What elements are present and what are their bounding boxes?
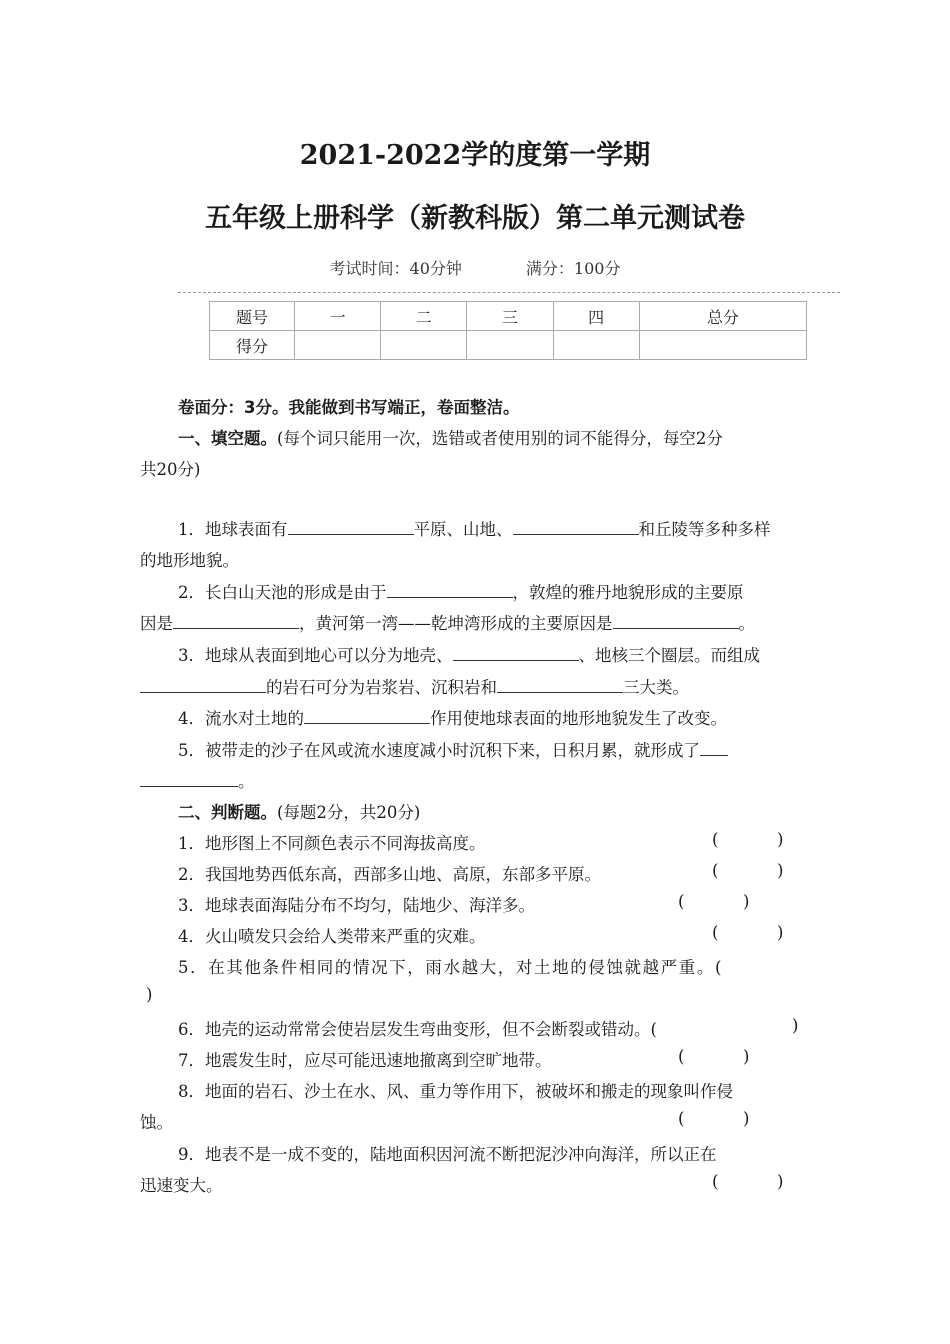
score-input-cell[interactable] [467,331,553,360]
q-text: 3．地球从表面到地心可以分为地壳、 [178,646,453,665]
fill-q2 [178,579,744,603]
section2-note: (每题2分，共20分) [277,803,421,822]
q-text: 的岩石可分为岩浆岩、沉积岩和 [266,678,497,697]
answer-blank[interactable] [140,676,266,693]
score-table-cell: 三 [467,302,553,331]
q-text: ，黄河第一湾——乾坤湾形成的主要原因是 [299,614,613,633]
q-text: 5．被带走的沙子在风或流水速度减小时沉积下来，日积月累，就形成了 [178,741,700,760]
q-text: 4．流水对土地的 [178,709,304,728]
answer-blank[interactable] [288,518,414,535]
answer-blank[interactable] [497,676,623,693]
score-table-header-row [210,302,807,331]
close-paren: ) [777,1172,784,1191]
judge-q7: 7．地震发生时，应尽可能迅速地撤离到空旷地带。 [178,1051,552,1070]
section2-heading [178,799,420,823]
q-text: 和丘陵等多种多样 [638,520,771,539]
judge-q6: 6．地壳的运动常常会使岩层发生弯曲变形，但不会断裂或错动。( [178,1020,657,1039]
full-score: 满分：100分 [525,259,621,278]
section1-heading [178,425,723,449]
score-table-cell: 二 [381,302,467,331]
q-text: 、地核三个圈层。而组成 [578,646,760,665]
q-text: 。 [738,614,755,633]
open-paren: ( [712,861,719,880]
score-table-cell: 题号 [210,302,295,331]
score-input-cell[interactable] [639,331,806,360]
title-exam: 五年级上册科学（新教科版）第二单元测试卷 [205,203,745,234]
score-table-cell: 一 [295,302,381,331]
score-table-cell: 总分 [639,302,806,331]
open-paren: ( [712,1172,719,1191]
judge-q2: 2．我国地势西低东高，西部多山地、高原，东部多平原。 [178,865,601,884]
open-paren: ( [712,923,719,942]
judge-q1: 1．地形图上不同颜色表示不同海拔高度。 [178,834,486,853]
judge-q9: 9．地表不是一成不变的，陆地面积因河流不断把泥沙冲向海洋，所以正在 [178,1145,717,1164]
section1-note: (每个词只能用一次，选错或者使用别的词不能得分，每空2分 [277,429,723,448]
fill-q3 [178,642,760,666]
judge-q8-cont: 蚀。 [140,1113,173,1132]
answer-blank[interactable] [387,581,513,598]
answer-blank[interactable] [613,612,739,629]
fill-q5 [178,737,728,761]
close-paren: ) [777,923,784,942]
q-text: 。 [238,772,255,791]
q-text: 因是 [140,614,173,633]
score-input-cell[interactable] [553,331,639,360]
close-paren: ) [743,1109,750,1128]
judge-q8: 8．地面的岩石、沙土在水、风、重力等作用下，被破坏和搬走的现象叫作侵 [178,1082,733,1101]
fill-q1 [178,516,771,540]
fill-q5-cont [140,768,255,792]
score-table [209,301,807,360]
fill-q3-cont [140,674,689,698]
q-text: 作用使地球表面的地形地貌发生了改变。 [430,709,727,728]
neatness-note: 卷面分：3分。我能做到书写端正，卷面整洁。 [178,398,520,417]
answer-blank[interactable] [173,612,299,629]
answer-blank[interactable] [513,518,639,535]
open-paren: ( [678,1047,685,1066]
score-input-cell[interactable] [295,331,381,360]
q-text: ，敦煌的雅丹地貌形成的主要原 [512,583,744,602]
judge-q5-cont: ) [146,985,153,1004]
title-year: 2021-2022学的度第一学期 [299,140,651,171]
close-paren: ) [743,892,750,911]
fill-q4 [178,705,727,729]
exam-time: 考试时间：40分钟 [329,259,462,278]
close-paren: ) [792,1016,799,1035]
open-paren: ( [712,830,719,849]
section2-title: 二、判断题。 [178,803,277,822]
exam-meta [0,256,950,279]
close-paren: ) [777,861,784,880]
section1-note-cont: 共20分) [140,460,201,479]
answer-blank[interactable] [304,707,430,724]
q-text: 1．地球表面有 [178,520,288,539]
fill-q1-cont: 的地形地貌。 [140,551,239,570]
dotted-divider [178,292,840,293]
open-paren: ( [678,1109,685,1128]
open-paren: ( [678,892,685,911]
answer-blank[interactable] [140,770,238,787]
answer-blank[interactable] [453,644,579,661]
close-paren: ) [777,830,784,849]
q-text: 平原、山地、 [413,520,513,539]
score-row-label: 得分 [210,331,295,360]
judge-q9-cont: 迅速变大。 [140,1176,223,1195]
q-text: 2．长白山天池的形成是由于 [178,583,387,602]
answer-blank[interactable] [700,739,728,756]
score-input-cell[interactable] [381,331,467,360]
fill-q2-cont [140,610,755,634]
judge-q5: 5．在其他条件相同的情况下，雨水越大，对土地的侵蚀就越严重。( [178,958,724,977]
score-table-cell: 四 [553,302,639,331]
section1-title: 一、填空题。 [178,429,277,448]
score-table-score-row [210,331,807,360]
q-text: 三大类。 [623,678,689,697]
close-paren: ) [743,1047,750,1066]
judge-q3: 3．地球表面海陆分布不均匀，陆地少、海洋多。 [178,896,535,915]
judge-q4: 4．火山喷发只会给人类带来严重的灾难。 [178,927,486,946]
